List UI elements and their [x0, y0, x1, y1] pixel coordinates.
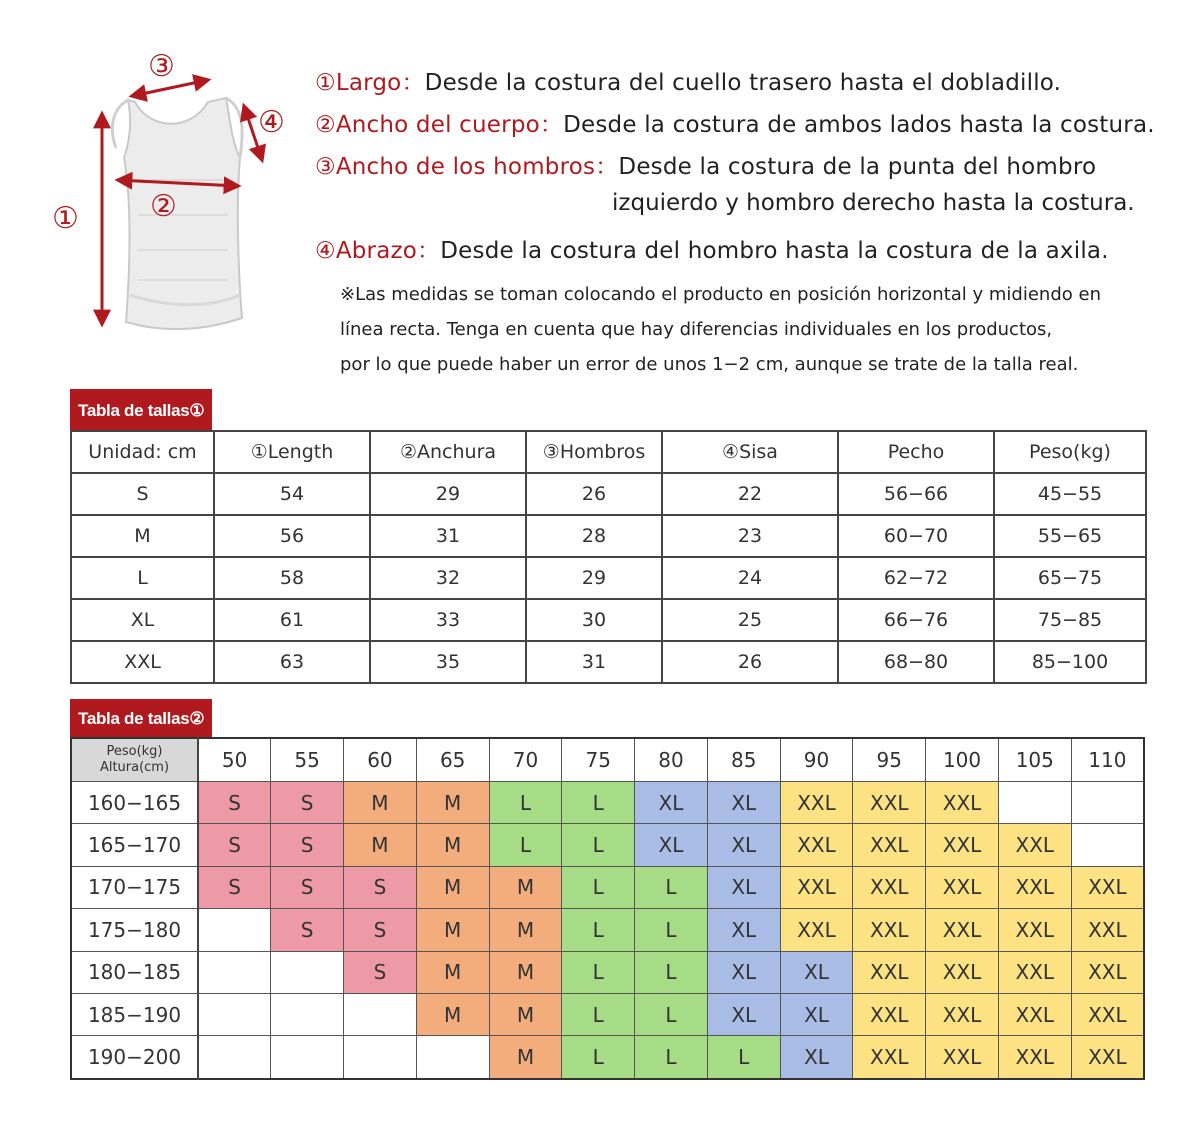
size-cell: M	[489, 909, 562, 951]
measurement-note-line-1: ※Las medidas se toman colocando el producto en posición horizontal y midiendo en	[340, 284, 1101, 305]
definition-armhole	[315, 232, 1109, 265]
height-label-cell: 160−165	[71, 782, 198, 824]
table-cell: 22	[662, 473, 838, 515]
definition-body-width	[315, 106, 1155, 139]
table-cell: 68−80	[838, 641, 994, 683]
table-cell: 26	[662, 641, 838, 683]
size-cell: XXL	[926, 782, 999, 824]
table-cell: 63	[214, 641, 370, 683]
table-header-cell: ②Anchura	[370, 431, 526, 473]
size-cell: S	[344, 951, 417, 993]
tank-top-measurement-diagram	[40, 40, 310, 350]
size-cell: XXL	[998, 824, 1071, 866]
weight-header-cell: 75	[562, 738, 635, 782]
size-cell	[271, 1036, 344, 1079]
definition-length	[315, 64, 1061, 97]
size-cell: XXL	[853, 909, 926, 951]
size-cell: M	[489, 1036, 562, 1079]
size-cell	[344, 993, 417, 1035]
size-cell: M	[416, 993, 489, 1035]
size-cell: XL	[780, 951, 853, 993]
table-cell: 45−55	[994, 473, 1146, 515]
table-header-cell: Peso(kg)	[994, 431, 1146, 473]
size-cell: S	[344, 909, 417, 951]
table-cell: 28	[526, 515, 662, 557]
size-cell: XXL	[853, 993, 926, 1035]
table-cell: 33	[370, 599, 526, 641]
size-label-cell: XXL	[71, 641, 214, 683]
table-header-cell: Pecho	[838, 431, 994, 473]
size-cell	[271, 951, 344, 993]
definition-key: ②Ancho del cuerpo：	[315, 112, 564, 138]
height-label-cell: 175−180	[71, 909, 198, 951]
table-row	[71, 909, 1144, 951]
table-cell: 30	[526, 599, 662, 641]
size-cell: XXL	[926, 909, 999, 951]
table-cell: 31	[526, 641, 662, 683]
size-cell: S	[271, 782, 344, 824]
size-cell: XL	[707, 993, 780, 1035]
table-cell: 25	[662, 599, 838, 641]
size-cell: M	[416, 824, 489, 866]
weight-header-cell: 50	[198, 738, 271, 782]
size-cell: XXL	[780, 909, 853, 951]
label-1: ①	[52, 201, 79, 236]
table-header-cell: ①Length	[214, 431, 370, 473]
definition-key: ①Largo：	[315, 70, 425, 96]
size-cell: XXL	[853, 866, 926, 908]
table-cell: 60−70	[838, 515, 994, 557]
size-cell: L	[562, 866, 635, 908]
size-label-cell: S	[71, 473, 214, 515]
corner-weight-label: Peso(kg)	[106, 744, 163, 759]
measurement-note-line-2: línea recta. Tenga en cuenta que hay diferencias individuales en los productos,	[340, 319, 1053, 340]
table-cell: 55−65	[994, 515, 1146, 557]
size-cell: M	[416, 866, 489, 908]
size-cell: L	[562, 782, 635, 824]
size-cell: M	[344, 824, 417, 866]
size-cell: XXL	[926, 1036, 999, 1079]
definition-key: ③Ancho de los hombros：	[315, 154, 619, 180]
height-label-cell: 180−185	[71, 951, 198, 993]
size-cell: XXL	[998, 951, 1071, 993]
size-cell: XXL	[926, 824, 999, 866]
weight-header-cell: 95	[853, 738, 926, 782]
table-row	[71, 515, 1146, 557]
size-cell: L	[635, 866, 708, 908]
table-header-cell: ④Sisa	[662, 431, 838, 473]
table-row	[71, 1036, 1144, 1079]
size-cell: L	[489, 824, 562, 866]
size-table-2	[70, 737, 1145, 1080]
size-cell	[1071, 824, 1144, 866]
size-cell: S	[198, 824, 271, 866]
table-cell: 85−100	[994, 641, 1146, 683]
weight-header-cell: 60	[344, 738, 417, 782]
table-row	[71, 641, 1146, 683]
table-cell: 58	[214, 557, 370, 599]
table-row	[71, 951, 1144, 993]
table-row	[71, 599, 1146, 641]
table-cell: 29	[370, 473, 526, 515]
size-cell: XXL	[998, 1036, 1071, 1079]
table-cell: 56	[214, 515, 370, 557]
size-cell: XXL	[853, 824, 926, 866]
size-cell: L	[562, 1036, 635, 1079]
height-label-cell: 165−170	[71, 824, 198, 866]
table-cell: 31	[370, 515, 526, 557]
size-cell: M	[416, 909, 489, 951]
weight-header-cell: 70	[489, 738, 562, 782]
table-cell: 54	[214, 473, 370, 515]
weight-header-cell: 110	[1071, 738, 1144, 782]
size-cell: L	[707, 1036, 780, 1079]
size-cell: L	[562, 909, 635, 951]
size-cell: XXL	[1071, 1036, 1144, 1079]
table-row	[71, 473, 1146, 515]
size-cell	[271, 993, 344, 1035]
size-cell: XL	[707, 909, 780, 951]
size-cell: M	[416, 951, 489, 993]
label-4: ④	[258, 105, 285, 140]
table-cell: 24	[662, 557, 838, 599]
size-cell: XXL	[1071, 993, 1144, 1035]
size-cell: XXL	[998, 909, 1071, 951]
size-cell: XL	[707, 951, 780, 993]
table-row	[71, 993, 1144, 1035]
size-cell: L	[635, 951, 708, 993]
table-cell: 32	[370, 557, 526, 599]
size-cell: XXL	[1071, 909, 1144, 951]
size-cell: XXL	[853, 1036, 926, 1079]
size-cell: M	[344, 782, 417, 824]
size-cell: XL	[635, 782, 708, 824]
definition-text: Desde la costura de ambos lados hasta la costura.	[563, 112, 1155, 138]
corner-height-label: Altura(cm)	[99, 760, 170, 775]
size-cell: XL	[707, 866, 780, 908]
weight-header-cell: 100	[926, 738, 999, 782]
size-table-2-tag: Tabla de tallas②	[70, 699, 212, 737]
size-cell: XXL	[998, 993, 1071, 1035]
size-cell: L	[489, 782, 562, 824]
size-cell: XXL	[926, 866, 999, 908]
size-cell: XL	[780, 993, 853, 1035]
size-cell	[198, 993, 271, 1035]
size-cell: S	[271, 866, 344, 908]
size-cell: L	[562, 951, 635, 993]
weight-header-cell: 90	[780, 738, 853, 782]
definition-shoulder-width-continued: izquierdo y hombro derecho hasta la costura.	[612, 190, 1135, 216]
size-cell	[998, 782, 1071, 824]
size-cell: S	[271, 824, 344, 866]
size-cell	[416, 1036, 489, 1079]
weight-header-cell: 105	[998, 738, 1071, 782]
size-cell: XXL	[853, 951, 926, 993]
size-cell	[1071, 782, 1144, 824]
weight-header-cell: 65	[416, 738, 489, 782]
size-cell: S	[198, 866, 271, 908]
size-cell: XXL	[1071, 866, 1144, 908]
size-cell	[198, 951, 271, 993]
size-cell: L	[635, 909, 708, 951]
size-cell: XXL	[1071, 951, 1144, 993]
size-cell: XXL	[926, 951, 999, 993]
table-cell: 56−66	[838, 473, 994, 515]
size-cell: XXL	[926, 993, 999, 1035]
table-cell: 23	[662, 515, 838, 557]
size-cell: M	[489, 866, 562, 908]
corner-header	[71, 738, 198, 782]
table-cell: 62−72	[838, 557, 994, 599]
label-3: ③	[148, 49, 175, 84]
height-label-cell: 190−200	[71, 1036, 198, 1079]
size-label-cell: M	[71, 515, 214, 557]
definition-key: ④Abrazo：	[315, 238, 441, 264]
weight-header-cell: 85	[707, 738, 780, 782]
size-cell: S	[344, 866, 417, 908]
size-cell: M	[489, 951, 562, 993]
definition-text: Desde la costura de la punta del hombro	[618, 154, 1097, 180]
table-header-row	[71, 431, 1146, 473]
height-label-cell: 170−175	[71, 866, 198, 908]
size-label-cell: L	[71, 557, 214, 599]
size-cell: XXL	[780, 782, 853, 824]
table-cell: 61	[214, 599, 370, 641]
table-cell: 65−75	[994, 557, 1146, 599]
definition-text: Desde la costura del hombro hasta la costura de la axila.	[440, 238, 1109, 264]
label-2: ②	[150, 189, 177, 224]
table-header-cell: Unidad: cm	[71, 431, 214, 473]
table-cell: 29	[526, 557, 662, 599]
size-cell: S	[271, 909, 344, 951]
table-cell: 35	[370, 641, 526, 683]
size-cell	[198, 909, 271, 951]
table-row	[71, 782, 1144, 824]
size-table-1	[70, 430, 1147, 684]
size-cell	[198, 1036, 271, 1079]
table-row	[71, 866, 1144, 908]
table-row	[71, 557, 1146, 599]
size-cell: L	[562, 824, 635, 866]
size-cell: XXL	[780, 866, 853, 908]
size-cell: XL	[780, 1036, 853, 1079]
weight-header-cell: 55	[271, 738, 344, 782]
table-cell: 26	[526, 473, 662, 515]
size-cell: L	[562, 993, 635, 1035]
size-table-1-tag: Tabla de tallas①	[70, 389, 212, 431]
size-cell: XL	[635, 824, 708, 866]
table-row	[71, 824, 1144, 866]
size-cell: XXL	[998, 866, 1071, 908]
size-cell: L	[635, 1036, 708, 1079]
size-cell: XL	[707, 782, 780, 824]
table-cell: 75−85	[994, 599, 1146, 641]
table-cell: 66−76	[838, 599, 994, 641]
weight-header-cell: 80	[635, 738, 708, 782]
size-cell: L	[635, 993, 708, 1035]
size-cell: M	[489, 993, 562, 1035]
size-cell	[344, 1036, 417, 1079]
size-label-cell: XL	[71, 599, 214, 641]
size-cell: XXL	[853, 782, 926, 824]
weight-header-row	[71, 738, 1144, 782]
table-header-cell: ③Hombros	[526, 431, 662, 473]
size-cell: M	[416, 782, 489, 824]
size-cell: S	[198, 782, 271, 824]
height-label-cell: 185−190	[71, 993, 198, 1035]
size-cell: XXL	[780, 824, 853, 866]
definition-shoulder-width	[315, 148, 1096, 181]
definition-text: Desde la costura del cuello trasero hasta el dobladillo.	[424, 70, 1062, 96]
measurement-note-line-3: por lo que puede haber un error de unos 1−2 cm, aunque se trate de la talla real.	[340, 354, 1079, 375]
size-cell: XL	[707, 824, 780, 866]
